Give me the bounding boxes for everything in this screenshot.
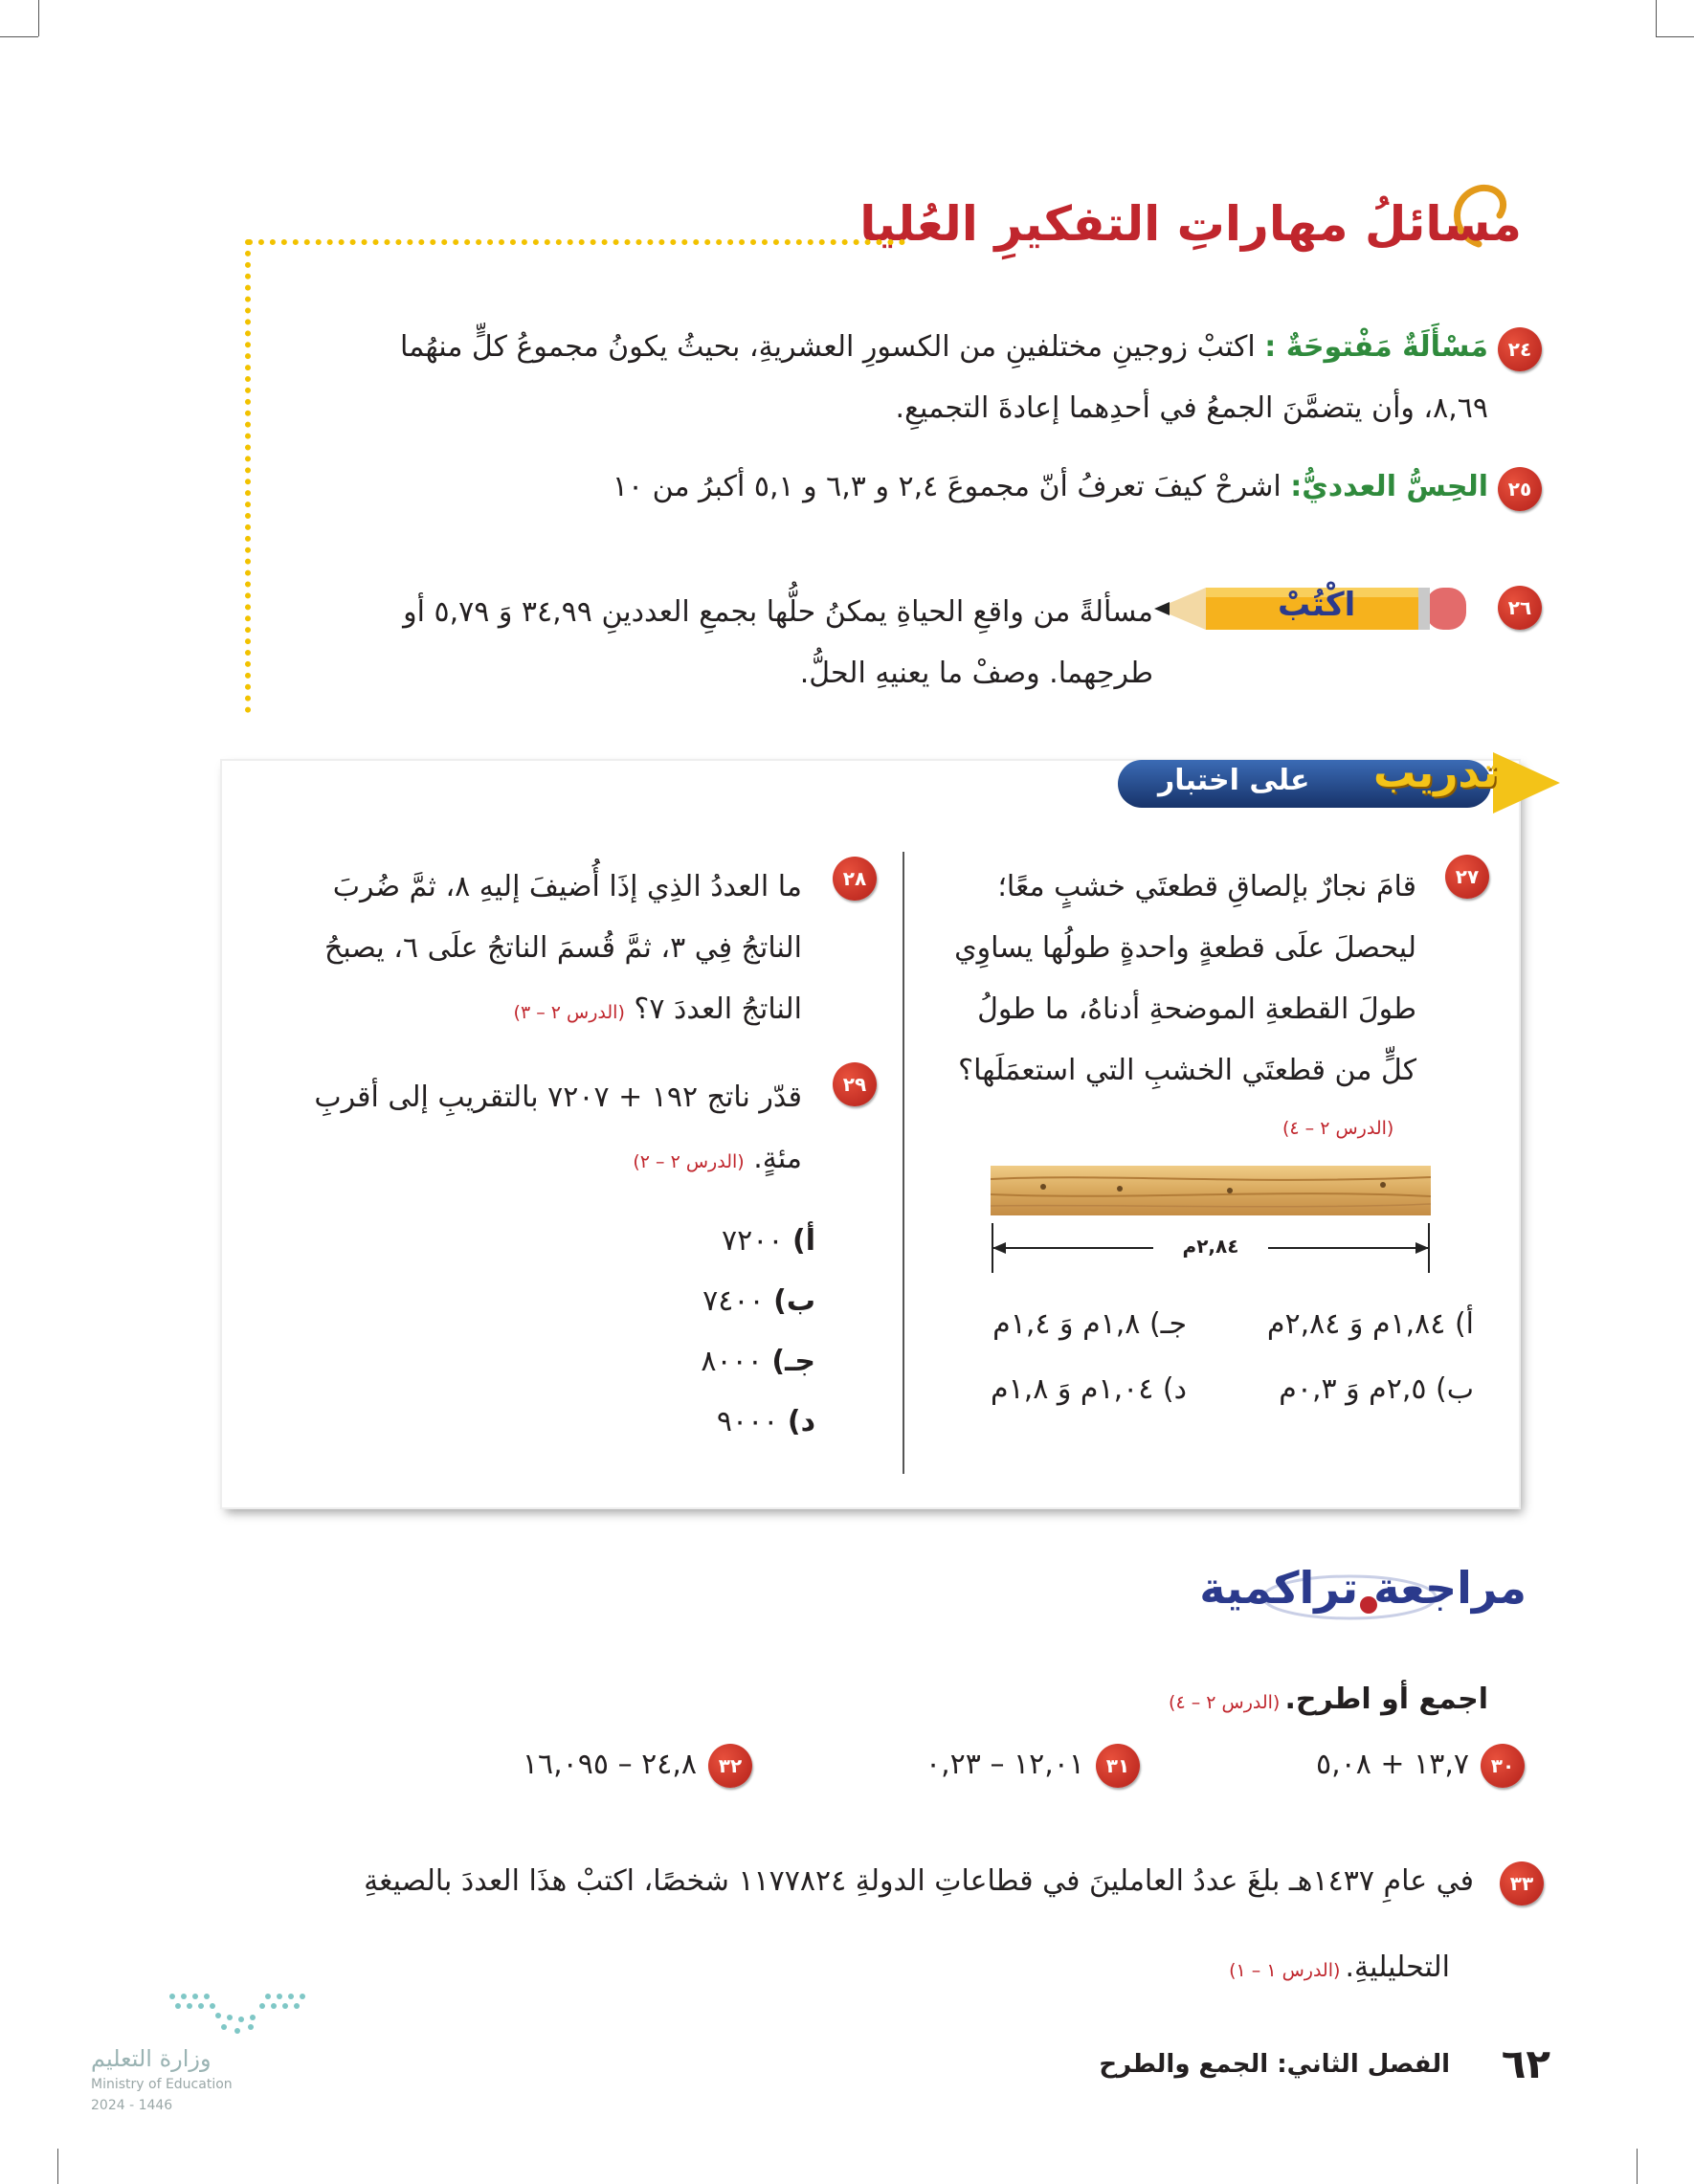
chapter-title: الجمع والطرح — [1099, 2050, 1269, 2079]
question-27-lesson: (الدرس ٢ – ٤) — [1282, 1118, 1394, 1139]
problem-25-text: اشرحْ كيفَ تعرفُ أنّ مجموعَ ٢,٤ و ٦,٣ و ٥,١ أكبرُ من ١٠ — [612, 470, 1282, 503]
question-29-option[interactable] — [701, 1211, 815, 1271]
hots-dotted-left — [245, 239, 251, 713]
option-letter: ب) — [773, 1284, 815, 1318]
question-29-line: مئةٍ. — [753, 1142, 802, 1175]
question-27-line: طولَ القطعةِ الموضحةِ أدناهُ، ما طولُ — [977, 992, 1416, 1026]
problem-number-26: ٢٦ — [1498, 586, 1542, 630]
question-28-line: ما العددُ الذِي إذَا أُضيفَ إليهِ ٨، ثمَّ ضُربَ — [332, 870, 802, 903]
crop-mark-top-left-h — [0, 36, 38, 37]
question-29-option[interactable] — [701, 1392, 815, 1452]
ministry-name-en: Ministry of Education — [91, 2077, 233, 2092]
problem-number-24: ٢٤ — [1498, 327, 1542, 371]
question-29-options — [701, 1211, 815, 1452]
page-number: ٦٢ — [1501, 2040, 1550, 2087]
question-28-line: الناتجُ فِي ٣، ثمَّ قُسمَ الناتجُ علَى ٦، يصبحُ — [323, 931, 802, 965]
exercise-33-line2: التحليليةِ. — [1345, 1950, 1450, 1984]
option-letter: جـ) — [771, 1345, 815, 1378]
question-number-29: ٢٩ — [833, 1062, 877, 1106]
column-divider — [903, 852, 904, 1474]
exercise-number-31: ٣١ — [1096, 1744, 1140, 1788]
option-letter: د) — [787, 1405, 815, 1438]
open-problem-label: مَسْأَلَةٌ مَفْتوحَةٌ : — [1264, 330, 1488, 364]
problem-25 — [613, 457, 1488, 518]
number-sense-label: الحِسُّ العدديُّ: — [1290, 470, 1488, 503]
ministry-logo-icon — [163, 1989, 316, 2039]
question-27-line: كلٍّ من قطعتَي الخشبِ التي استعمَلَها؟ — [958, 1054, 1416, 1087]
write-label: اكْتُبْ — [1278, 586, 1356, 624]
exercise-number-32: ٣٢ — [708, 1744, 752, 1788]
hots-title: مسائلُ مهاراتِ التفكيرِ العُليا — [859, 196, 1522, 252]
problem-26 — [403, 582, 1153, 643]
option-value: ٩٠٠٠ — [716, 1405, 779, 1438]
question-27-option[interactable]: ب) ٢,٥م وَ ٠,٣م — [1279, 1372, 1474, 1406]
question-29-lesson: (الدرس ٢ – ٢) — [633, 1151, 745, 1172]
review-instruction-lesson: (الدرس ٢ – ٤) — [1169, 1692, 1281, 1713]
crop-mark-bottom-left — [57, 2149, 58, 2184]
exercise-31-expr: ١٢,٠١ – ٠,٢٣ — [925, 1748, 1084, 1781]
wood-plank-image — [991, 1166, 1431, 1215]
question-28-line: الناتجُ العددَ ٧؟ — [634, 992, 802, 1026]
question-28-lesson: (الدرس ٢ – ٣) — [513, 1002, 625, 1023]
question-29 — [314, 1067, 802, 1192]
question-27-line: ليحصلَ علَى قطعةٍ واحدةٍ طولُها يساوِي — [954, 931, 1416, 965]
exercise-33-lesson: (الدرس ١ – ١) — [1229, 1960, 1341, 1981]
exercise-33-line1: في عامِ ١٤٣٧هـ بلغَ عددُ العاملينَ في قطاعاتِ الدولةِ ١١٧٧٨٢٤ شخصًا، اكتبْ هذَا العددَ بالصيغةِ — [364, 1864, 1474, 1898]
chapter-label: الفصل الثاني: — [1277, 2050, 1450, 2079]
option-letter: أ) — [792, 1224, 815, 1258]
option-value: ٧٢٠٠ — [722, 1224, 784, 1258]
test-banner-sub: على اختبار — [1158, 764, 1310, 797]
problem-24 — [244, 317, 1488, 439]
question-27-option[interactable]: د) ١,٠٤م وَ ١,٨م — [991, 1372, 1187, 1406]
option-value: ٧٤٠٠ — [702, 1284, 765, 1318]
exercise-33-line2-row — [1229, 1950, 1450, 1984]
exercise-number-30: ٣٠ — [1481, 1744, 1525, 1788]
measurement-label: ٢,٨٤م — [1182, 1235, 1239, 1258]
problem-24-line1: اكتبْ زوجينِ مختلفينِ من الكسورِ العشريةِ، بحيثُ يكونُ مجموعُ كلٍّ منهُما — [399, 330, 1256, 364]
review-title: مراجعة تراكمية — [1199, 1562, 1527, 1614]
exercise-30-expr: ١٣,٧ + ٥,٠٨ — [1316, 1748, 1469, 1781]
question-29-option[interactable] — [701, 1331, 815, 1392]
question-29-line: قدّر ناتج ١٩٢ + ٧٢٠٧ بالتقريبِ إلى أقربِ — [314, 1081, 802, 1114]
problem-number-25: ٢٥ — [1498, 467, 1542, 511]
question-29-option[interactable] — [701, 1271, 815, 1331]
question-28 — [324, 857, 802, 1043]
question-27-line: قامَ نجارٌ بإلصاقِ قطعتَي خشبٍ معًا؛ — [997, 870, 1416, 903]
problem-26-line1: مسألةً من واقعِ الحياةِ يمكنُ حلُّها بجمعِ العددينِ ٣٤,٩٩ وَ ٥,٧٩ أو — [403, 595, 1153, 629]
hots-dotted-top — [247, 239, 905, 245]
test-banner-main: تدريب — [1373, 748, 1499, 797]
exercise-number-33: ٣٣ — [1500, 1861, 1544, 1905]
exercise-32-expr: ٢٤,٨ – ١٦,٠٩٥ — [522, 1748, 697, 1781]
problem-26-line2: طرحِهما. وصفْ ما يعنيهِ الحلُّ. — [799, 657, 1153, 690]
option-value: ٨٠٠٠ — [701, 1345, 763, 1378]
crop-mark-top-right-h — [1656, 36, 1694, 37]
crop-mark-top-left — [38, 0, 39, 36]
question-27-option[interactable]: أ) ١,٨٤م وَ ٢,٨٤م — [1266, 1307, 1474, 1341]
question-number-27: ٢٧ — [1445, 855, 1489, 899]
crop-mark-top-right — [1656, 0, 1657, 36]
question-27-option[interactable]: جـ) ١,٨م وَ ١,٤م — [992, 1307, 1187, 1341]
question-27 — [954, 857, 1416, 1102]
crop-mark-bottom-right — [1637, 2149, 1638, 2184]
problem-24-line2: ٨,٦٩، وأن يتضمَّنَ الجمعُ في أحدِهما إعادةَ التجميعِ. — [895, 391, 1488, 425]
question-number-28: ٢٨ — [833, 857, 877, 901]
ministry-year: 2024 - 1446 — [91, 2098, 173, 2113]
review-instruction: اجمع أو اطرح. — [1284, 1683, 1488, 1716]
chapter-footer — [1099, 2050, 1450, 2079]
ministry-name-ar: وزارة التعليم — [91, 2045, 212, 2072]
review-instruction-row — [1169, 1683, 1488, 1716]
